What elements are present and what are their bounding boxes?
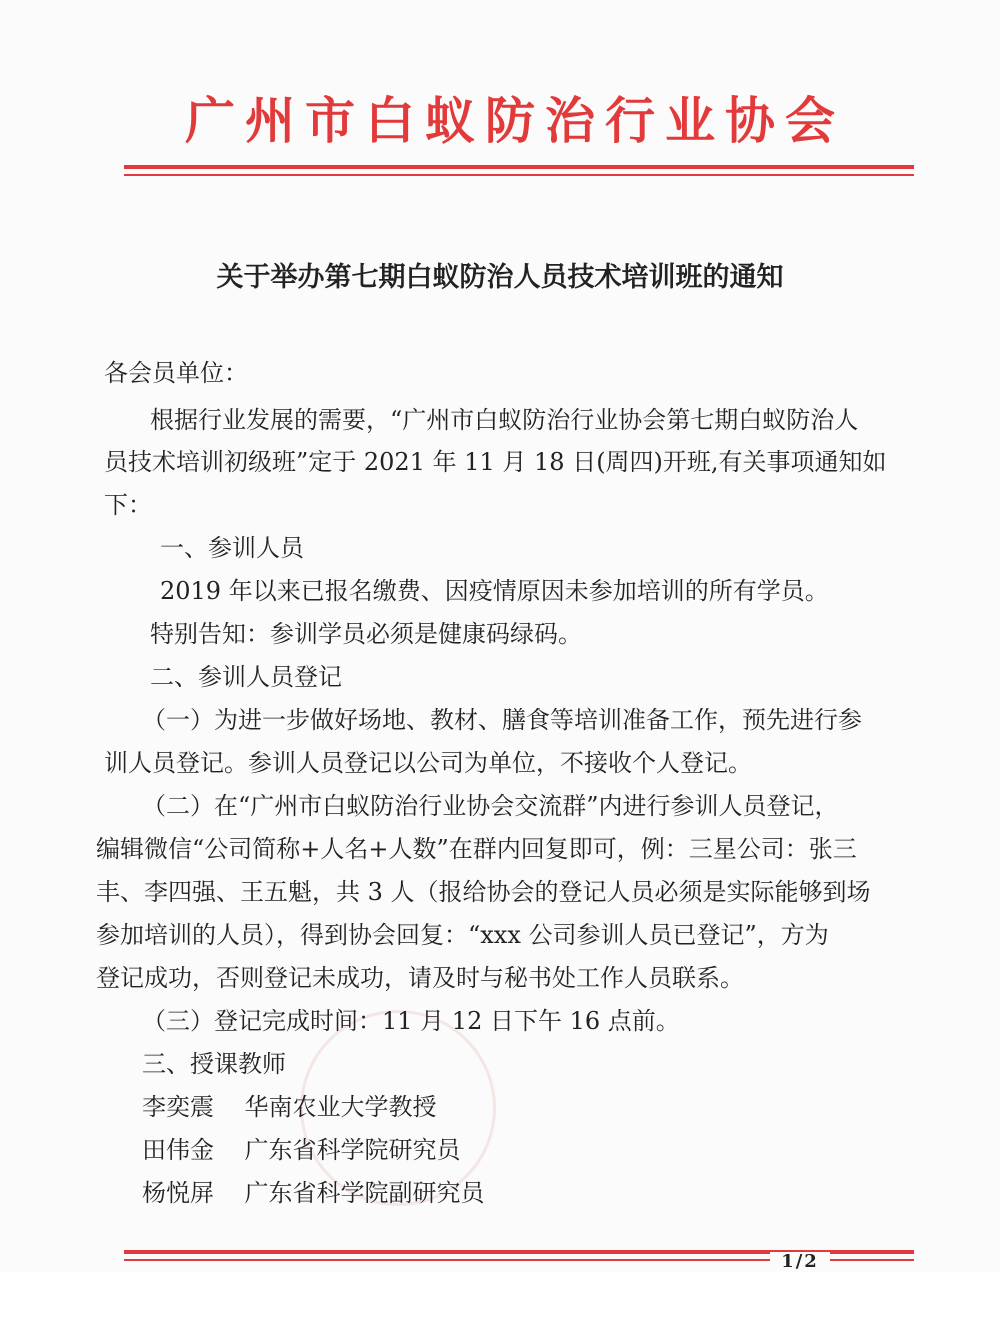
special-notice: 特别告知：参训学员必须是健康码绿码。 — [150, 620, 582, 648]
body-line: 下： — [104, 491, 152, 519]
body-line: （三）登记完成时间：11 月 12 日下午 16 点前。 — [142, 1007, 680, 1035]
body-line: （二）在“广州市白蚁防治行业协会交流群”内进行参训人员登记， — [142, 792, 839, 820]
teacher-line: 杨悦屏 广东省科学院副研究员 — [142, 1179, 485, 1207]
notice-title: 关于举办第七期白蚁防治人员技术培训班的通知 — [216, 262, 784, 293]
body-line: 编辑微信“公司简称+人名+人数”在群内回复即可，例：三星公司：张三 — [96, 835, 857, 863]
body-line: 2019 年以来已报名缴费、因疫情原因未参加培训的所有学员。 — [160, 577, 829, 605]
page-number: 1/2 — [770, 1252, 830, 1272]
header-rule-thick — [124, 165, 914, 169]
page-bottom-margin — [0, 1272, 1000, 1338]
body-line: 根据行业发展的需要，“广州市白蚁防治行业协会第七期白蚁防治人 — [150, 406, 859, 434]
section-heading-1: 一、参训人员 — [160, 534, 304, 562]
section-heading-2: 二、参训人员登记 — [150, 663, 342, 691]
section-heading-3: 三、授课教师 — [142, 1050, 286, 1078]
teacher-line: 李奕震 华南农业大学教授 — [142, 1093, 437, 1121]
body-line: 训人员登记。参训人员登记以公司为单位，不接收个人登记。 — [104, 749, 752, 777]
body-line: 登记成功，否则登记未成功，请及时与秘书处工作人员联系。 — [96, 964, 744, 992]
body-line: 员技术培训初级班”定于 2021 年 11 月 18 日(周四)开班,有关事项通知如 — [104, 448, 887, 476]
salutation: 各会员单位： — [104, 359, 248, 387]
body-line: 参加培训的人员），得到协会回复：“xxx 公司参训人员已登记”，方为 — [96, 921, 829, 949]
body-line: 丰、李四强、王五魁，共 3 人（报给协会的登记人员必须是实际能够到场 — [96, 878, 871, 906]
teacher-line: 田伟金 广东省科学院研究员 — [142, 1136, 461, 1164]
letterhead-title: 广州市白蚁防治行业协会 — [185, 91, 845, 150]
body-line: （一）为进一步做好场地、教材、膳食等培训准备工作，预先进行参 — [142, 706, 862, 734]
header-rule-thin — [124, 174, 914, 176]
